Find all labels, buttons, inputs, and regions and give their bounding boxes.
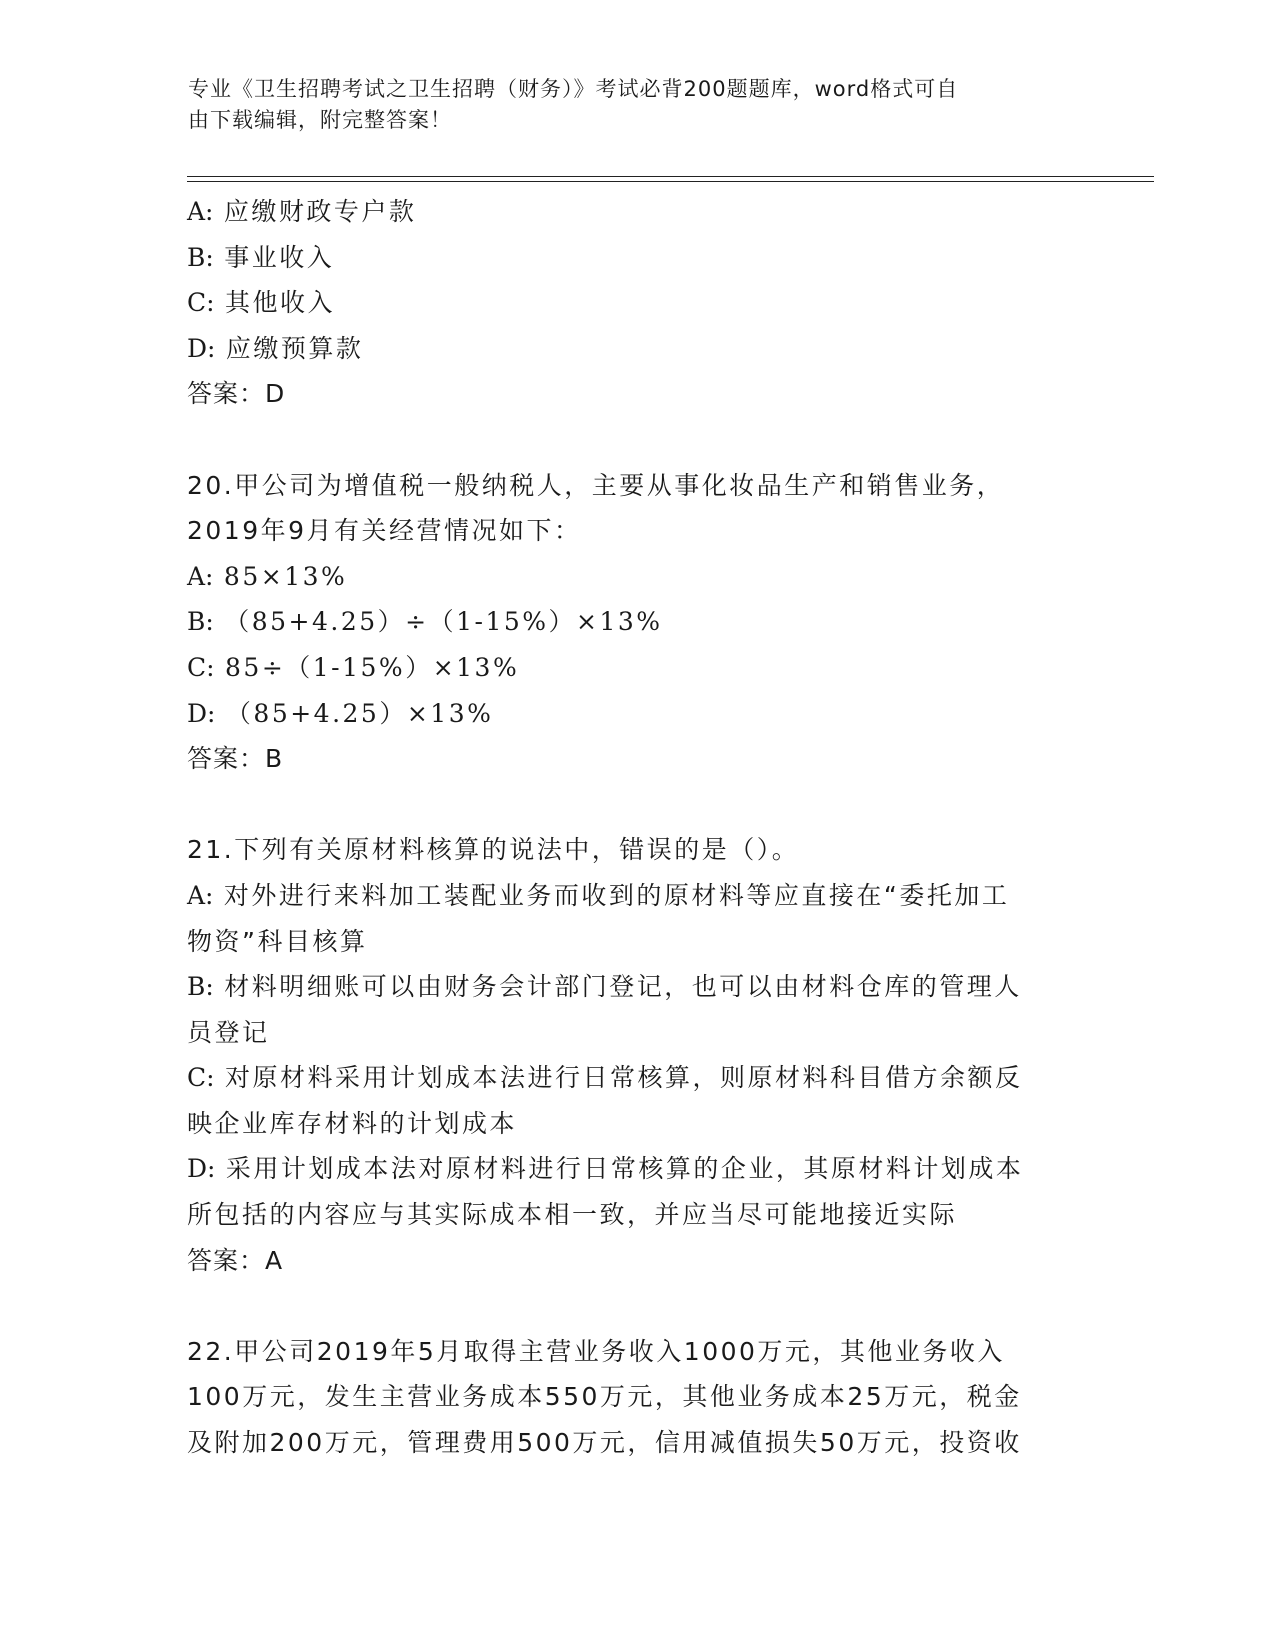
header-rule-top (187, 176, 1154, 177)
option-c-continued: 映企业库存材料的计划成本 (187, 1108, 518, 1138)
option-a: A: 85×13% (187, 561, 348, 591)
question-stem: 20.甲公司为增值税一般纳税人，主要从事化妆品生产和销售业务， (187, 470, 1005, 500)
option-a: A: 应缴财政专户款 (187, 197, 417, 226)
option-c: C: 其他收入 (187, 288, 336, 318)
option-b: B: （85+4.25）÷（1-15%）×13% (187, 607, 663, 637)
header-line-2: 由下载编辑，附完整答案！ (188, 108, 452, 132)
option-b: B: 材料明细账可以由财务会计部门登记，也可以由材料仓库的管理人 (187, 972, 1022, 1002)
option-d: D: （85+4.25）×13% (187, 698, 494, 728)
question-22 (187, 1329, 1087, 1466)
question-19-options (187, 189, 1087, 417)
spacer (187, 782, 1087, 828)
question-stem: 21.下列有关原材料核算的说法中，错误的是（）。 (187, 835, 800, 865)
option-b-continued: 员登记 (187, 1017, 270, 1047)
option-c: C: 85÷（1-15%）×13% (187, 652, 520, 682)
document-body (187, 189, 1087, 1466)
option-d: D: 应缴预算款 (187, 333, 364, 363)
spacer (187, 1283, 1087, 1329)
answer-line: 答案：A (187, 1245, 284, 1275)
document-header (188, 74, 1068, 136)
option-c: C: 对原材料采用计划成本法进行日常核算，则原材料科目借方余额反 (187, 1063, 1023, 1093)
option-d: D: 采用计划成本法对原材料进行日常核算的企业，其原材料计划成本 (187, 1154, 1024, 1184)
option-a-continued: 物资”科目核算 (187, 926, 368, 956)
question-stem-continued: 及附加200万元，管理费用500万元，信用减值损失50万元，投资收 (187, 1428, 1022, 1458)
option-a: A: 对外进行来料加工装配业务而收到的原材料等应直接在“委托加工 (187, 880, 1010, 910)
option-b: B: 事业收入 (187, 242, 335, 272)
question-stem-continued: 100万元，发生主营业务成本550万元，其他业务成本25万元，税金 (187, 1382, 1022, 1412)
answer-line: 答案：D (187, 379, 286, 409)
header-rule-bottom (187, 181, 1154, 182)
question-stem-continued: 2019年9月有关经营情况如下： (187, 516, 582, 546)
spacer (187, 417, 1087, 463)
answer-line: 答案：B (187, 744, 284, 774)
question-20 (187, 463, 1087, 782)
header-line-1: 专业《卫生招聘考试之卫生招聘（财务）》考试必背200题题库，word格式可自 (188, 77, 959, 101)
question-stem: 22.甲公司2019年5月取得主营业务收入1000万元，其他业务收入 (187, 1336, 1005, 1366)
question-21 (187, 827, 1087, 1283)
option-d-continued: 所包括的内容应与其实际成本相一致，并应当尽可能地接近实际 (187, 1200, 958, 1230)
